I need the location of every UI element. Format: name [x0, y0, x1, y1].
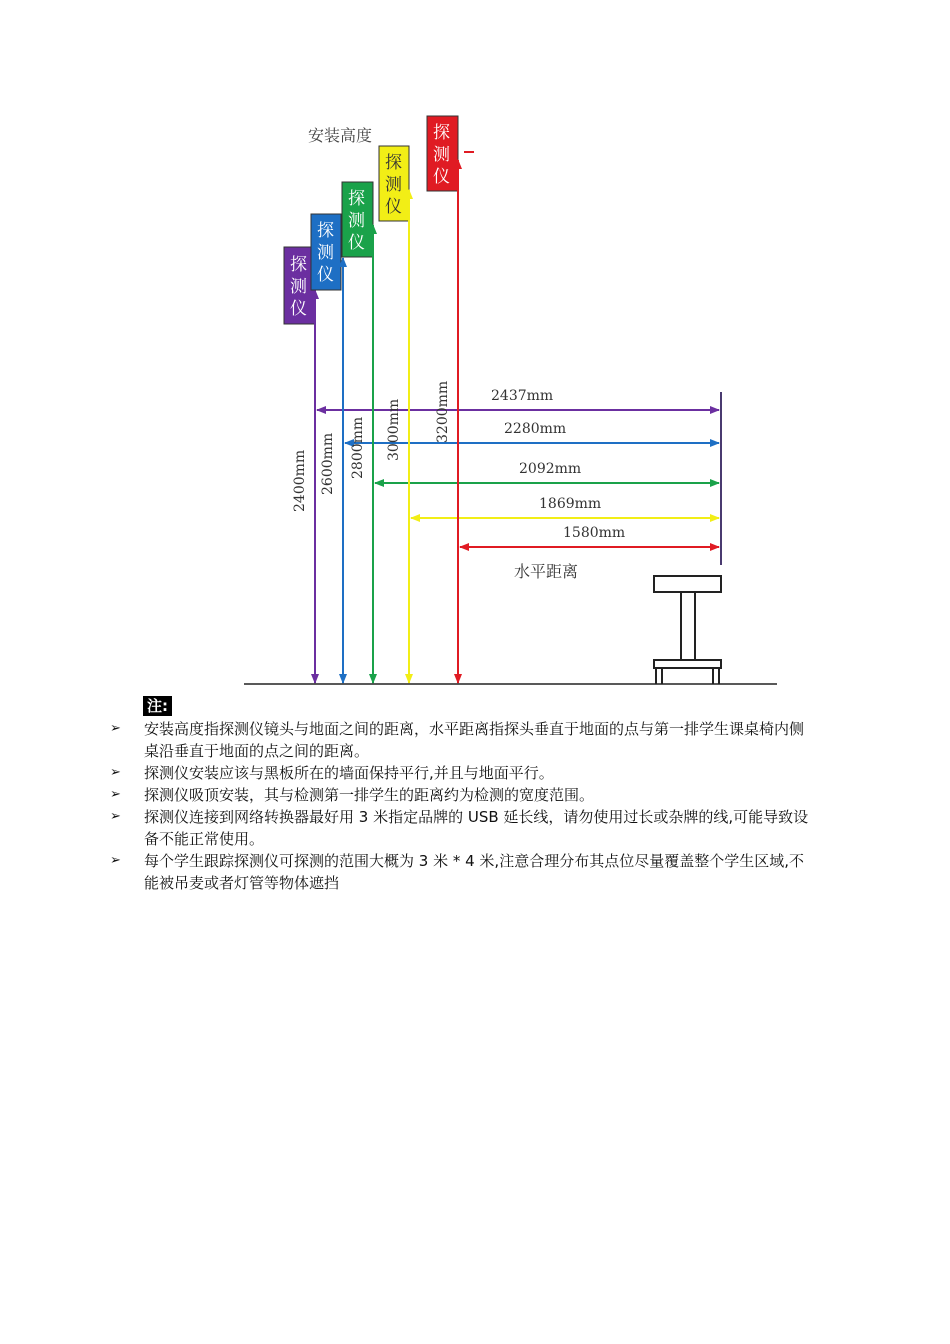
probe-red-char-1: 探 — [433, 123, 450, 143]
probe-purple-distance-label: 2437mm — [491, 388, 554, 404]
probe-blue-char-3: 仪 — [317, 265, 334, 285]
note-item — [108, 762, 818, 784]
horizontal-distance-label: 水平距离 — [514, 562, 579, 581]
probe-yellow-height-label: 3000mm — [386, 398, 402, 461]
arrow-bullet-icon: ➢ — [110, 721, 121, 736]
probe-yellow — [379, 146, 719, 683]
probe-green-char-1: 探 — [348, 189, 365, 209]
note-text: 每个学生跟踪探测仪可探测的范围大概为 3 米 * 4 米,注意合理分布其点位尽量覆盖整个学生区域,不能被吊麦或者灯管等物体遮挡 — [144, 852, 804, 892]
note-text: 安装高度指探测仪镜头与地面之间的距离，水平距离指探头垂直于地面的点与第一排学生课桌椅内侧桌沿垂直于地面的点之间的距离。 — [144, 720, 805, 760]
probe-yellow-distance-label: 1869mm — [539, 496, 602, 512]
probe-red-distance-label: 1580mm — [563, 525, 626, 541]
probe-red-height-label: 3200mm — [435, 380, 451, 443]
probe-red-char-3: 仪 — [433, 167, 450, 187]
probe-purple-char-3: 仪 — [290, 299, 307, 319]
probe-purple-height-label: 2400mm — [292, 449, 308, 512]
arrow-bullet-icon: ➢ — [110, 787, 121, 802]
probe-purple-char-2: 测 — [290, 277, 307, 297]
arrow-bullet-icon: ➢ — [110, 809, 121, 824]
probe-green-char-3: 仪 — [348, 233, 365, 253]
probe-green-char-2: 测 — [348, 211, 365, 231]
notes-title: 注: — [143, 696, 172, 716]
probe-green-height-label: 2800mm — [350, 416, 366, 479]
note-item — [108, 850, 818, 894]
notes-list — [108, 718, 818, 894]
probe-blue-distance-label: 2280mm — [504, 421, 567, 437]
probe-blue-height-label: 2600mm — [320, 432, 336, 495]
probe-yellow-char-1: 探 — [385, 153, 402, 173]
probe-purple-char-1: 探 — [290, 255, 307, 275]
probe-blue-char-1: 探 — [317, 221, 334, 241]
note-text: 探测仪安装应该与黑板所在的墙面保持平行,并且与地面平行。 — [144, 764, 554, 782]
probe-red-char-2: 测 — [433, 145, 450, 165]
probe-green-distance-label: 2092mm — [519, 461, 582, 477]
install-height-label: 安装高度 — [308, 126, 373, 145]
note-item — [108, 784, 818, 806]
probe-blue-char-2: 测 — [317, 243, 334, 263]
arrow-bullet-icon: ➢ — [110, 765, 121, 780]
arrow-bullet-icon: ➢ — [110, 853, 121, 868]
note-item — [108, 806, 818, 850]
probe-yellow-char-3: 仪 — [385, 197, 402, 217]
note-text: 探测仪连接到网络转换器最好用 3 米指定品牌的 USB 延长线，请勿使用过长或杂牌的线,可能导致设备不能正常使用。 — [144, 808, 809, 848]
probe-red — [427, 116, 719, 683]
student-desk — [654, 576, 721, 684]
note-text: 探测仪吸顶安装，其与检测第一排学生的距离约为检测的宽度范围。 — [144, 786, 595, 804]
note-item — [108, 718, 818, 762]
probe-yellow-char-2: 测 — [385, 175, 402, 195]
